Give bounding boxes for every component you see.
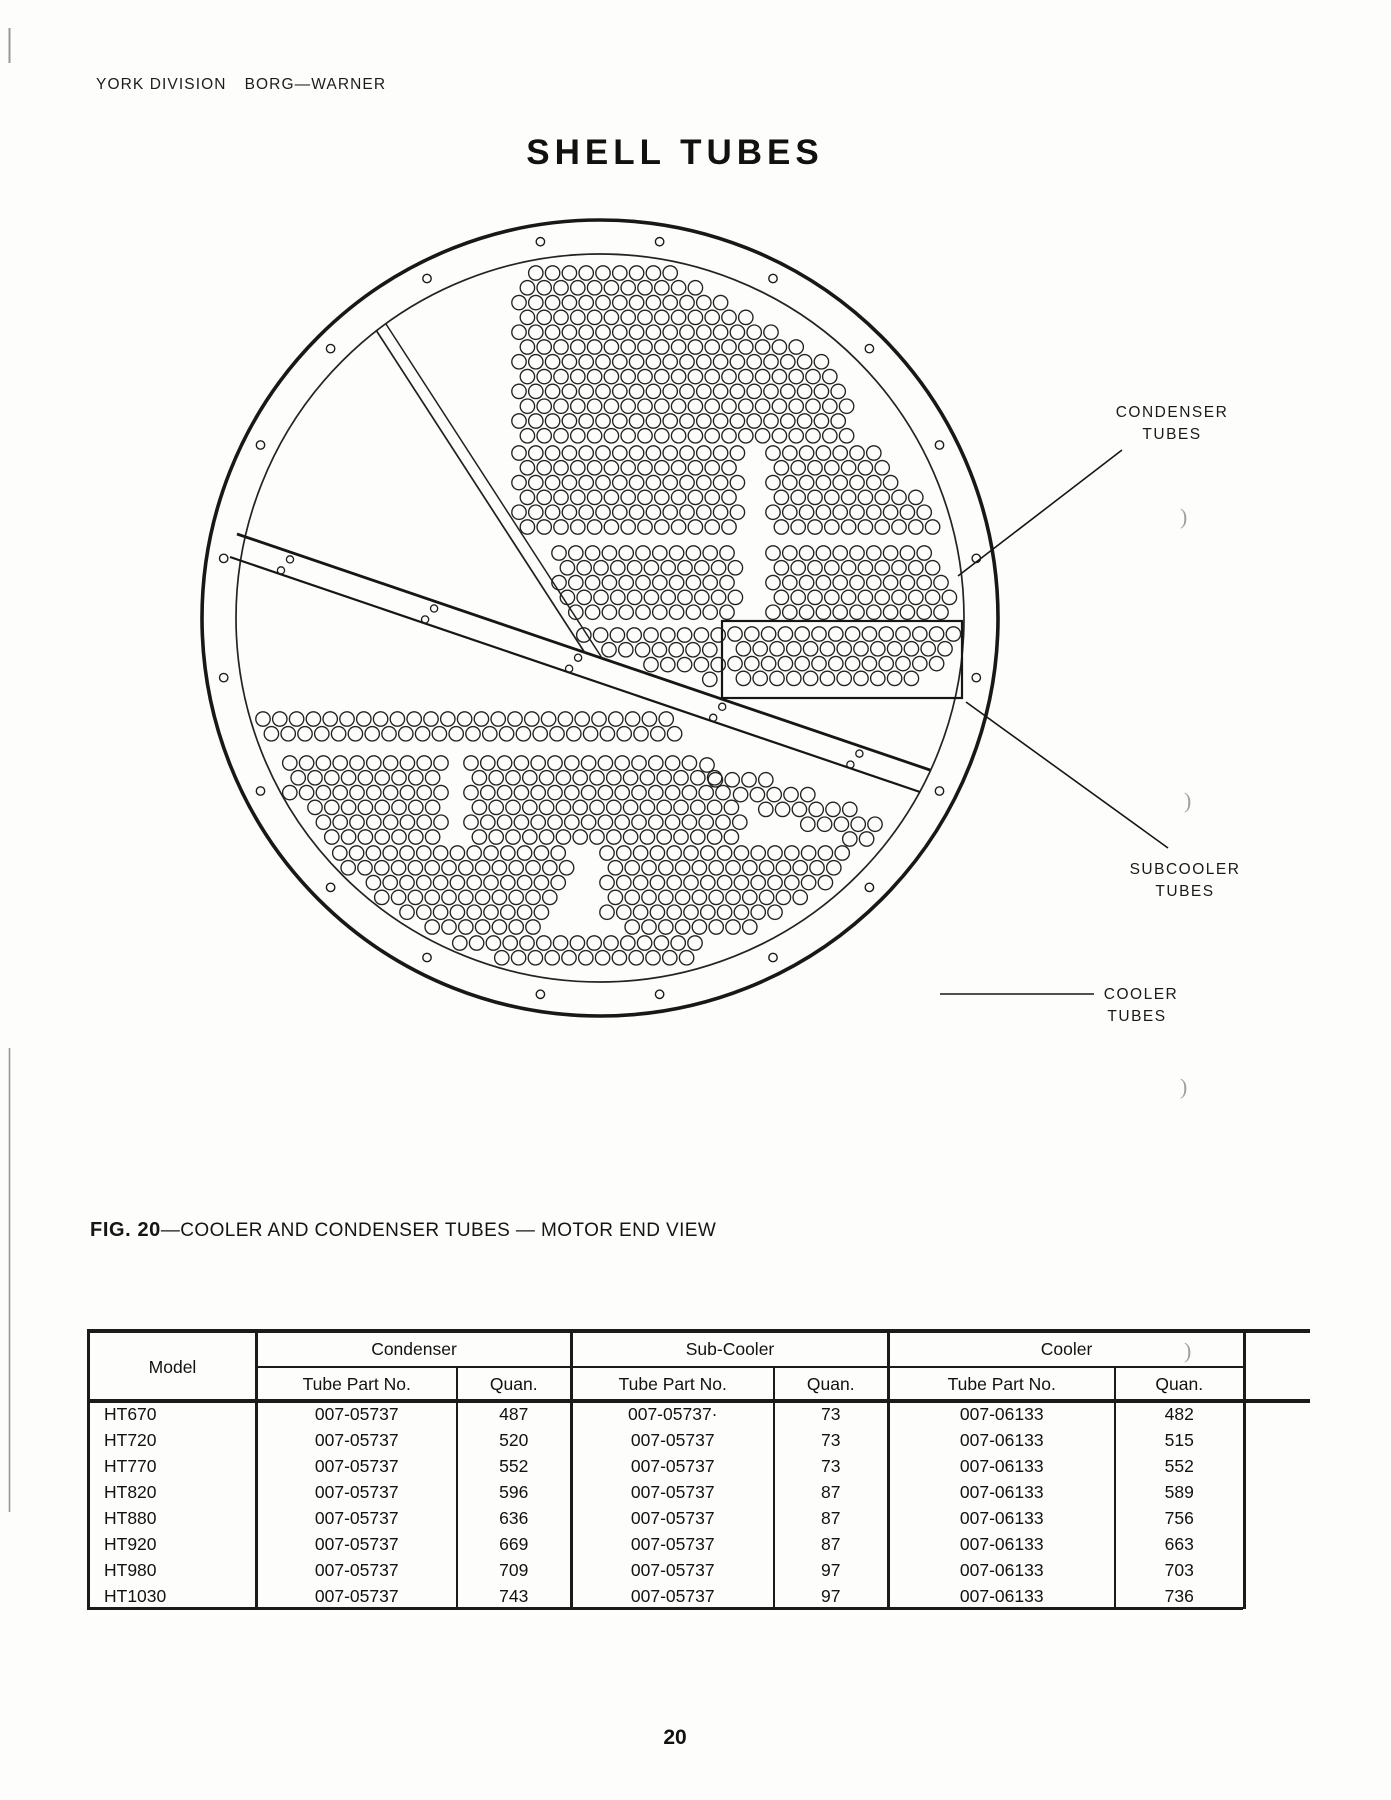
subcooler-quan-header: Quan. xyxy=(774,1367,889,1401)
svg-text:): ) xyxy=(1184,788,1192,813)
cooler-group-header: Cooler xyxy=(889,1333,1245,1367)
model-cell: HT720 xyxy=(89,1427,257,1453)
cooler-part-cell: 007-06133 xyxy=(889,1453,1115,1479)
svg-text:): ) xyxy=(1180,504,1188,529)
cooler-quan-cell: 589 xyxy=(1164,1481,1194,1502)
condenser-quan-cell: 487 xyxy=(457,1401,572,1427)
condenser-part-cell: 007-05737 xyxy=(257,1427,457,1453)
model-cell: HT770 xyxy=(89,1453,257,1479)
condenser-quan-cell: 596 xyxy=(457,1479,572,1505)
header-division-text: YORK DIVISION xyxy=(96,76,227,93)
table-row xyxy=(89,1557,1245,1583)
cooler-part-cell: 007-06133 xyxy=(889,1583,1115,1609)
model-cell: HT920 xyxy=(89,1531,257,1557)
cooler-quan-cell: 482 xyxy=(1164,1403,1194,1424)
cooler-part-cell: 007-06133 xyxy=(889,1427,1115,1453)
figure-number: FIG. 20 xyxy=(90,1219,161,1241)
model-cell: HT880 xyxy=(89,1505,257,1531)
condenser-part-no-header: Tube Part No. xyxy=(257,1367,457,1401)
condenser-quan-cell: 636 xyxy=(457,1505,572,1531)
subcooler-tubes-label-line2: TUBES xyxy=(1155,883,1215,900)
table-row xyxy=(89,1505,1245,1531)
header-company-text: BORG—WARNER xyxy=(244,76,387,93)
figure-caption-text: —COOLER AND CONDENSER TUBES — MOTOR END VIEW xyxy=(160,1220,717,1241)
subcooler-part-cell: 007-05737 xyxy=(572,1479,774,1505)
subcooler-part-cell: 007-05737 xyxy=(572,1557,774,1583)
subcooler-quan-cell: 87 xyxy=(774,1531,889,1557)
condenser-group-header: Condenser xyxy=(257,1333,572,1367)
subcooler-part-cell: 007-05737 xyxy=(572,1453,774,1479)
table-row xyxy=(89,1427,1245,1453)
model-cell: HT670 xyxy=(89,1401,257,1427)
group-header-row xyxy=(89,1333,1245,1367)
cooler-quan-cell: 756 xyxy=(1164,1507,1194,1528)
cooler-part-no-header: Tube Part No. xyxy=(889,1367,1115,1401)
subcooler-leader-line xyxy=(966,702,1168,848)
subcooler-quan-cell: 73 xyxy=(774,1453,889,1479)
condenser-part-cell: 007-05737 xyxy=(257,1453,457,1479)
subcooler-quan-cell: 87 xyxy=(774,1505,889,1531)
parts-table-wrap xyxy=(87,1333,1246,1609)
condenser-quan-cell: 743 xyxy=(457,1583,572,1609)
condenser-quan-cell: 552 xyxy=(457,1453,572,1479)
cooler-part-cell: 007-06133 xyxy=(889,1531,1115,1557)
subcooler-part-cell: 007-05737 xyxy=(572,1505,774,1531)
parts-table xyxy=(87,1333,1246,1609)
table-row xyxy=(89,1531,1245,1557)
table-row xyxy=(89,1583,1245,1609)
model-cell: HT1030 xyxy=(89,1583,257,1609)
page-number: 20 xyxy=(663,1726,687,1749)
condenser-part-cell: 007-05737 xyxy=(257,1531,457,1557)
subcooler-tubes-label-line1: SUBCOOLER xyxy=(1129,861,1241,878)
inner-shell-circle xyxy=(236,254,964,982)
cooler-tubes-label-line2: TUBES xyxy=(1107,1008,1167,1025)
subcooler-quan-cell: 97 xyxy=(774,1557,889,1583)
scan-artifacts xyxy=(10,28,1192,1512)
table-row xyxy=(89,1453,1245,1479)
cooler-part-cell: 007-06133 xyxy=(889,1557,1115,1583)
condenser-quan-cell: 709 xyxy=(457,1557,572,1583)
table-row xyxy=(89,1479,1245,1505)
svg-text:): ) xyxy=(1180,1074,1188,1099)
condenser-part-cell: 007-05737 xyxy=(257,1583,457,1609)
condenser-tubes-label-line1: CONDENSER xyxy=(1115,404,1229,421)
figure-caption xyxy=(90,1219,716,1242)
cooler-quan-cell: 515 xyxy=(1164,1429,1194,1450)
division-band xyxy=(230,534,930,792)
subcooler-part-no-header: Tube Part No. xyxy=(572,1367,774,1401)
sub-header-row xyxy=(89,1367,1245,1401)
subcooler-part-cell: 007-05737 xyxy=(572,1583,774,1609)
model-header-cell: Model xyxy=(89,1333,257,1401)
svg-text:): ) xyxy=(1184,1338,1192,1363)
subcooler-quan-cell: 73 xyxy=(774,1401,889,1427)
cooler-tubes-label-line1: COOLER xyxy=(1103,986,1179,1003)
subcooler-quan-cell: 97 xyxy=(774,1583,889,1609)
cooler-quan-cell: 736 xyxy=(1164,1585,1194,1606)
page-title: SHELL TUBES xyxy=(526,133,824,172)
condenser-part-cell: 007-05737 xyxy=(257,1557,457,1583)
tube-field xyxy=(256,266,961,965)
subcooler-part-cell: 007-05737 xyxy=(572,1427,774,1453)
cooler-part-cell: 007-06133 xyxy=(889,1479,1115,1505)
condenser-quan-cell: 520 xyxy=(457,1427,572,1453)
cooler-quan-header: Quan. xyxy=(1155,1374,1204,1394)
cooler-quan-cell: 703 xyxy=(1164,1559,1194,1580)
condenser-part-cell: 007-05737 xyxy=(257,1505,457,1531)
subcooler-quan-cell: 73 xyxy=(774,1427,889,1453)
cooler-quan-cell: 663 xyxy=(1164,1533,1194,1554)
subcooler-part-cell: 007-05737 xyxy=(572,1531,774,1557)
model-cell: HT980 xyxy=(89,1557,257,1583)
subcooler-quan-cell: 87 xyxy=(774,1479,889,1505)
condenser-part-cell: 007-05737 xyxy=(257,1401,457,1427)
condenser-tubes-label-line2: TUBES xyxy=(1142,426,1202,443)
table-row xyxy=(89,1401,1245,1427)
cooler-part-cell: 007-06133 xyxy=(889,1505,1115,1531)
subcooler-group-header: Sub-Cooler xyxy=(572,1333,889,1367)
cooler-part-cell: 007-06133 xyxy=(889,1401,1115,1427)
model-cell: HT820 xyxy=(89,1479,257,1505)
subcooler-part-cell: 007-05737· xyxy=(572,1401,774,1427)
cooler-quan-cell: 552 xyxy=(1164,1455,1194,1476)
condenser-quan-cell: 669 xyxy=(457,1531,572,1557)
condenser-quan-header: Quan. xyxy=(457,1367,572,1401)
condenser-part-cell: 007-05737 xyxy=(257,1479,457,1505)
